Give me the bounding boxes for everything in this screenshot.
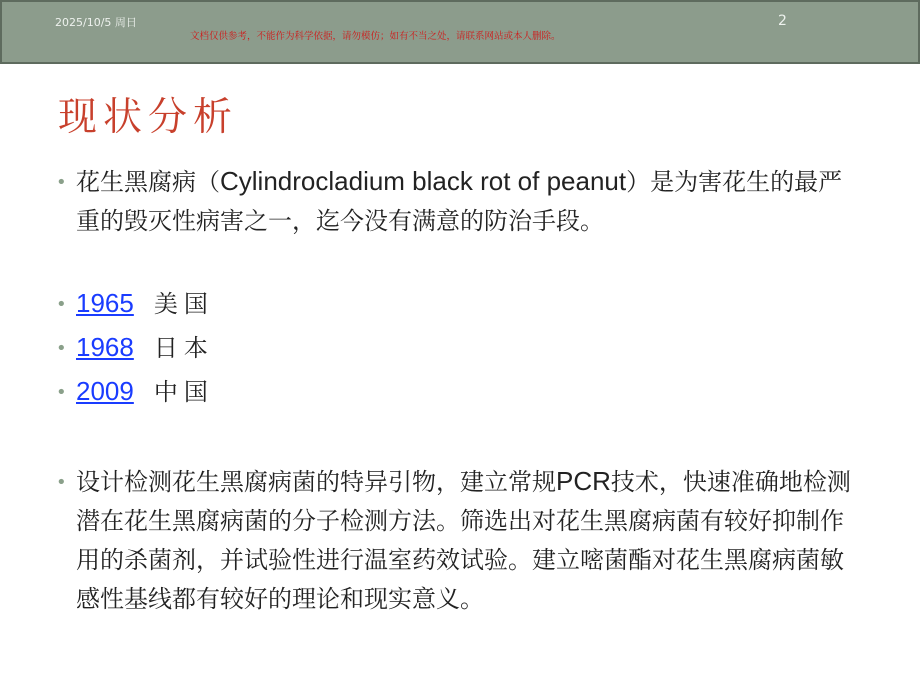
year-link[interactable]: 1968: [76, 332, 134, 362]
plan-part1: 设计检测花生黑腐病菌的特异引物，建立常规: [76, 468, 556, 496]
history-row: [76, 328, 856, 368]
history-row: [76, 372, 856, 412]
intro-part2: ）是为害花生的最严重的毁灭性病害之一，迄今没有满意的防治手段。: [76, 168, 843, 235]
bullet-dot-icon: •: [56, 382, 67, 403]
bullet-dot-icon: •: [56, 172, 67, 193]
bullet-dot-icon: •: [56, 294, 67, 315]
intro-part1: 花生黑腐病（: [76, 168, 220, 196]
plan-part2: 技术，快速准确地检测潜在花生黑腐病菌的分子检测方法。筛选出对花生黑腐病菌有较好抑制作用的杀菌剂，并试验性进行温室药效试验。建立嘧菌酯对花生黑腐病菌敏感性基线都有较好的理论和现实意义。: [76, 468, 851, 613]
bullet-intro-text: [76, 162, 856, 241]
year-link[interactable]: 1965: [76, 288, 134, 318]
intro-english: Cylindrocladium black rot of peanut: [220, 166, 627, 196]
year-link[interactable]: 2009: [76, 376, 134, 406]
country-label: 美国: [153, 290, 214, 318]
disclaimer-notice: 文档仅供参考，不能作为科学依据，请勿模仿；如有不当之处，请联系网站或本人删除。: [190, 31, 561, 42]
plan-pcr: PCR: [556, 466, 611, 496]
bullet-dot-icon: •: [56, 338, 67, 359]
history-row: [76, 284, 856, 324]
bullet-dot-icon: •: [56, 472, 67, 493]
header-date: 2025/10/5 周日: [55, 16, 137, 29]
bullet-plan-text: [76, 462, 856, 619]
country-label: 日本: [153, 334, 214, 362]
page-number: 2: [778, 13, 787, 29]
header-bar: [0, 0, 920, 64]
country-label: 中国: [153, 378, 214, 406]
slide-title: 现状分析: [58, 95, 239, 140]
